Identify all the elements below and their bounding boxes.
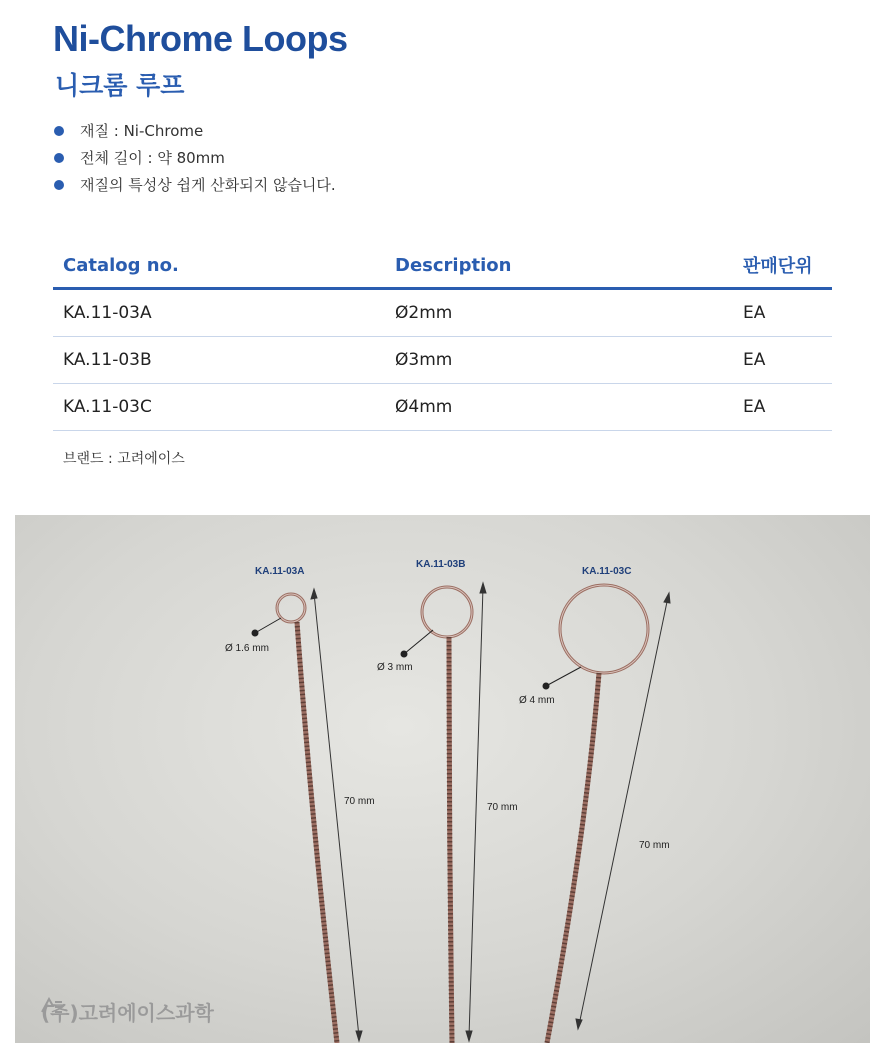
spec-text: 재질 : Ni-Chrome bbox=[80, 122, 204, 140]
loop-b-wire bbox=[422, 587, 472, 1043]
cell-unit: EA bbox=[733, 289, 832, 337]
header-unit: 판매단위 bbox=[733, 243, 832, 289]
watermark-text: (주)고려에이스과학 bbox=[41, 1001, 214, 1025]
cell-description: Ø2mm bbox=[385, 289, 733, 337]
table-header-row bbox=[53, 243, 832, 289]
bullet-icon bbox=[54, 153, 64, 163]
loop-a-catalog-label: KA.11-03A bbox=[255, 566, 305, 577]
cell-unit: EA bbox=[733, 337, 832, 384]
watermark bbox=[41, 997, 214, 1026]
loop-c-catalog-label: KA.11-03C bbox=[582, 566, 632, 577]
cell-catalog: KA.11-03B bbox=[53, 337, 385, 384]
page-title: Ni-Chrome Loops bbox=[53, 18, 348, 59]
loops-illustration bbox=[15, 515, 870, 1043]
spec-text: 전체 길이 : 약 80mm bbox=[80, 149, 225, 167]
loop-a-wire bbox=[277, 594, 337, 1043]
spec-item-length bbox=[54, 147, 336, 174]
product-table bbox=[53, 243, 832, 431]
bullet-icon bbox=[54, 180, 64, 190]
product-photo bbox=[15, 515, 870, 1043]
cell-catalog: KA.11-03A bbox=[53, 289, 385, 337]
header-description: Description bbox=[385, 243, 733, 289]
table-row bbox=[53, 337, 832, 384]
loop-a-length-label: 70 mm bbox=[344, 796, 375, 807]
spec-item-oxidation bbox=[54, 174, 336, 201]
bullet-icon bbox=[54, 126, 64, 136]
cell-catalog: KA.11-03C bbox=[53, 384, 385, 431]
cell-description: Ø3mm bbox=[385, 337, 733, 384]
loop-c-wire bbox=[547, 585, 648, 1043]
brand-label: 브랜드 : 고려에이스 bbox=[63, 451, 185, 467]
loop-b-diameter-label: Ø 3 mm bbox=[377, 662, 413, 673]
loop-c-length-label: 70 mm bbox=[639, 840, 670, 851]
loop-c-diameter-label: Ø 4 mm bbox=[519, 695, 555, 706]
cell-unit: EA bbox=[733, 384, 832, 431]
spec-text: 재질의 특성상 쉽게 산화되지 않습니다. bbox=[80, 176, 336, 194]
header-catalog: Catalog no. bbox=[53, 243, 385, 289]
company-logo-icon bbox=[41, 997, 63, 1013]
cell-description: Ø4mm bbox=[385, 384, 733, 431]
loop-b-catalog-label: KA.11-03B bbox=[416, 559, 466, 570]
table-row bbox=[53, 384, 832, 431]
spec-list bbox=[54, 120, 336, 201]
spec-item-material bbox=[54, 120, 336, 147]
table-row bbox=[53, 289, 832, 337]
page-subtitle: 니크롬 루프 bbox=[55, 71, 185, 100]
loop-b-length-label: 70 mm bbox=[487, 802, 518, 813]
loop-a-diameter-label: Ø 1.6 mm bbox=[225, 643, 269, 654]
